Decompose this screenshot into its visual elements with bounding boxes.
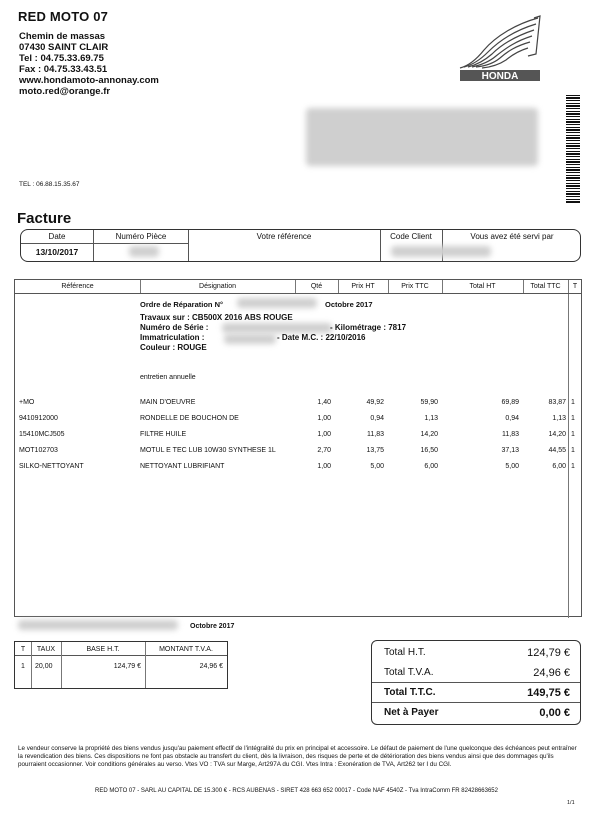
vat-col-amount: MONTANT T.V.A. <box>159 646 213 653</box>
col-reference: Référence <box>15 280 140 294</box>
line-ref: SILKO-NETTOYANT <box>19 463 84 470</box>
line-tttc: 14,20 <box>548 431 566 438</box>
company-city: 07430 SAINT CLAIR <box>19 42 109 53</box>
line-tht: 37,13 <box>501 447 519 454</box>
line-pttc: 1,13 <box>424 415 438 422</box>
invoice-lines-table <box>14 279 582 617</box>
line-pht: 0,94 <box>370 415 384 422</box>
totals-divider <box>372 702 580 703</box>
col-unit-ht: Prix HT <box>338 280 388 294</box>
page-title: Facture <box>17 210 72 227</box>
line-qte: 1,00 <box>317 463 331 470</box>
vehicle-color: Couleur : ROUGE <box>140 343 207 352</box>
line-ref: MOT102703 <box>19 447 58 454</box>
registration-label: Immatriculation : <box>140 333 205 342</box>
secondary-tel: TEL : 06.88.15.35.67 <box>19 181 80 188</box>
net-to-pay-label: Net à Payer <box>384 707 439 718</box>
vehicle-model: Travaux sur : CB500X 2016 ABS ROUGE <box>140 313 293 322</box>
invoice-header-box <box>20 229 581 262</box>
col-unit-ttc: Prix TTC <box>388 280 442 294</box>
total-ttc-label: Total T.T.C. <box>384 687 436 698</box>
line-tht: 0,94 <box>505 415 519 422</box>
serial-number-label: Numéro de Série : <box>140 323 209 332</box>
line-pttc: 16,50 <box>420 447 438 454</box>
brand-wordmark: HONDA <box>481 71 519 82</box>
line-qte: 2,70 <box>317 447 331 454</box>
company-email: moto.red@orange.fr <box>19 86 111 97</box>
line-pttc: 14,20 <box>420 431 438 438</box>
line-des: RONDELLE DE BOUCHON DE <box>140 415 239 422</box>
vat-col-t: T <box>20 646 26 653</box>
served-by-label: Vous avez été servi par <box>470 232 554 241</box>
line-tht: 5,00 <box>505 463 519 470</box>
honda-wing-logo <box>456 14 544 86</box>
vat-row-rate: 20,00 <box>35 663 53 670</box>
header-separator <box>93 230 94 261</box>
line-qte: 1,00 <box>317 415 331 422</box>
line-pht: 49,92 <box>366 399 384 406</box>
blurred-piece-number <box>129 246 159 257</box>
line-tttc: 44,55 <box>548 447 566 454</box>
vat-col-rate: TAUX <box>36 646 56 653</box>
vat-header-divider <box>15 655 227 656</box>
invoice-date: 13/10/2017 <box>35 247 79 257</box>
blurred-client-code <box>391 246 491 257</box>
page-number: 1/1 <box>567 800 575 806</box>
company-footer: RED MOTO 07 - SARL AU CAPITAL DE 15.300 € - RCS AUBENAS - SIRET 428 663 652 00017 - Code NAF 4540Z - Tva IntraComm FR 82428663652 <box>95 788 498 794</box>
honda-wing-icon <box>456 14 544 86</box>
repair-order-month: Octobre 2017 <box>325 300 373 309</box>
line-ref: +MO <box>19 399 35 406</box>
line-t: 1 <box>571 431 575 438</box>
total-tva-value: 24,96 € <box>533 667 570 679</box>
client-code-label: Code Client <box>390 232 432 241</box>
mileage: - Kilométrage : 7817 <box>330 323 407 332</box>
line-pttc: 59,90 <box>420 399 438 406</box>
column-divider <box>568 280 569 618</box>
repair-order-label: Ordre de Réparation N° <box>140 300 224 309</box>
line-qte: 1,40 <box>317 399 331 406</box>
line-pht: 13,75 <box>366 447 384 454</box>
col-qty: Qté <box>295 280 338 294</box>
piece-number-label: Numéro Pièce <box>115 232 167 241</box>
blurred-serial-number <box>222 323 332 333</box>
line-pht: 5,00 <box>370 463 384 470</box>
total-ht-value: 124,79 € <box>527 647 570 659</box>
line-pttc: 6,00 <box>424 463 438 470</box>
vat-row-t: 1 <box>21 663 25 670</box>
service-description: entretien annuelle <box>140 374 196 381</box>
line-tttc: 1,13 <box>552 415 566 422</box>
company-name: RED MOTO 07 <box>18 9 109 24</box>
total-ht-label: Total H.T. <box>384 647 426 658</box>
col-designation: Désignation <box>140 280 295 294</box>
line-ref: 9410912000 <box>19 415 58 422</box>
line-tht: 11,83 <box>502 431 519 438</box>
vat-breakdown-table <box>14 641 228 689</box>
line-des: MOTUL E TEC LUB 10W30 SYNTHESE 1L <box>140 447 276 454</box>
legal-notice: Le vendeur conserve la propriété des biens vendus jusqu'au paiement effectif de l'intégralité du prix en principal et accessoire. Le défaut de paiement de l'une quelconque des échéances peut entraîner la revendication des biens. Ces dispositions ne font pas obstacle au transfert du client, dès la livraison, des risques de perte et de détérioration des biens vendus ainsi que des dommages qu'ils pourraient occasionner. Voir conditions générales au verso. Vtes VO : TVA sur Marge, Art297A du CGI. Vtes Intra : Exonération de TVA, Art262 ter I du CGI. <box>18 745 577 768</box>
net-to-pay-value: 0,00 € <box>539 707 570 719</box>
blurred-reference-bottom <box>18 620 178 630</box>
blurred-order-number <box>237 298 317 308</box>
total-tva-label: Total T.V.A. <box>384 667 434 678</box>
line-t: 1 <box>571 399 575 406</box>
col-total-ht: Total HT <box>442 280 523 294</box>
total-ttc-value: 149,75 € <box>527 687 570 699</box>
blurred-registration <box>224 334 276 344</box>
your-reference-label: Votre référence <box>256 232 312 241</box>
vat-row-base: 124,79 € <box>113 663 141 670</box>
blurred-customer-address <box>306 108 538 166</box>
line-des: NETTOYANT LUBRIFIANT <box>140 463 225 470</box>
line-des: MAIN D'OEUVRE <box>140 399 196 406</box>
line-tttc: 83,87 <box>548 399 566 406</box>
date-label: Date <box>48 232 66 241</box>
line-qte: 1,00 <box>317 431 331 438</box>
line-tttc: 6,00 <box>552 463 566 470</box>
company-tel: Tel : 04.75.33.69.75 <box>19 53 104 64</box>
barcode <box>566 95 580 203</box>
totals-divider <box>372 682 580 683</box>
line-tht: 69,89 <box>501 399 519 406</box>
company-address: Chemin de massas <box>19 31 106 42</box>
bottom-month: Octobre 2017 <box>190 623 235 630</box>
line-pht: 11,83 <box>367 431 384 438</box>
col-total-ttc: Total TTC <box>523 280 568 294</box>
line-t: 1 <box>571 463 575 470</box>
header-divider <box>21 243 188 244</box>
vat-col-base: BASE H.T. <box>86 646 120 653</box>
line-t: 1 <box>571 415 575 422</box>
col-tax-code: T <box>568 280 582 294</box>
line-t: 1 <box>571 447 575 454</box>
company-fax: Fax : 04.75.33.43.51 <box>19 64 108 75</box>
vat-row-amount: 24,96 € <box>199 663 223 670</box>
first-registration-date: - Date M.C. : 22/10/2016 <box>277 333 366 342</box>
totals-box <box>371 640 581 725</box>
line-ref: 15410MCJ505 <box>19 431 65 438</box>
company-website: www.hondamoto-annonay.com <box>19 75 159 86</box>
line-des: FILTRE HUILE <box>140 431 187 438</box>
